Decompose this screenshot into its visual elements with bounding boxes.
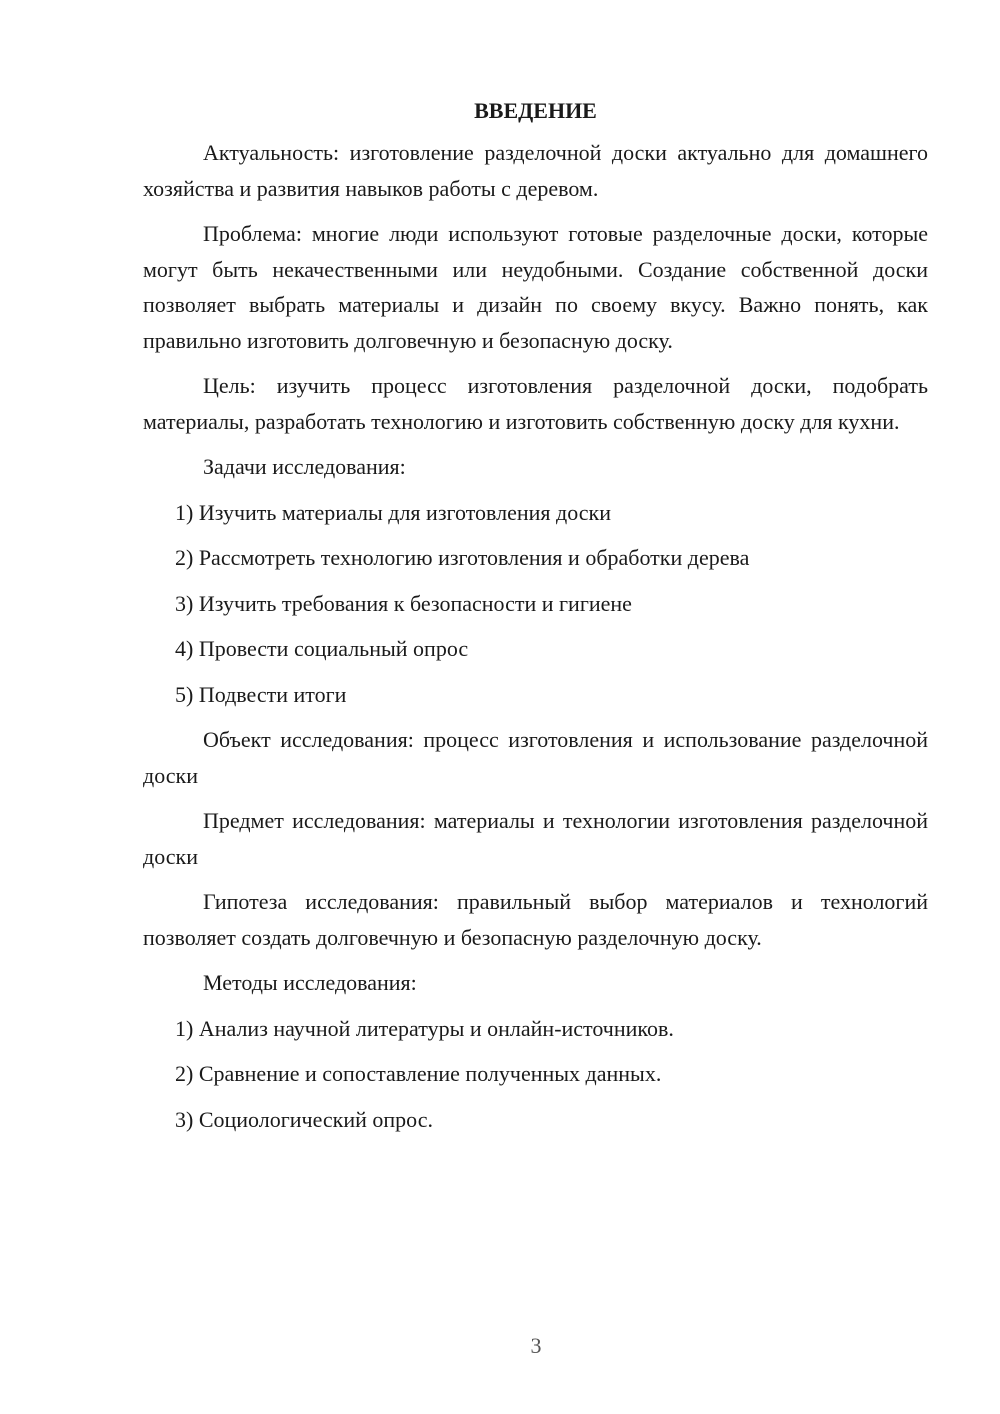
task-item-1: 1) Изучить материалы для изготовления доски	[175, 499, 612, 525]
object-paragraph: Объект исследования: процесс изготовления и использование разделочной доски	[143, 727, 928, 788]
problem-paragraph: Проблема: многие люди используют готовые разделочные доски, которые могут быть некачественными или неудобными. Создание собственной доски позволяет выбрать материалы и дизайн по своему вкусу. Важно понять, как правильно изготовить долговечную и безопасную доску.	[143, 221, 928, 353]
task-item-3: 3) Изучить требования к безопасности и гигиене	[175, 590, 632, 616]
goal-paragraph: Цель: изучить процесс изготовления разделочной доски, подобрать материалы, разработать технологию и изготовить собственную доску для кухни.	[143, 373, 928, 434]
method-item-1: 1) Анализ научной литературы и онлайн-источников.	[175, 1015, 674, 1041]
document-page	[143, 96, 928, 1147]
task-item-4: 4) Провести социальный опрос	[175, 636, 469, 661]
method-item-2: 2) Сравнение и сопоставление полученных данных.	[175, 1061, 662, 1086]
page-number: 3	[530, 1333, 542, 1358]
subject-paragraph: Предмет исследования: материалы и технологии изготовления разделочной доски	[143, 808, 928, 869]
task-item-2: 2) Рассмотреть технологию изготовления и обработки дерева	[175, 545, 750, 570]
hypothesis-paragraph: Гипотеза исследования: правильный выбор материалов и технологий позволяет создать долговечную и безопасную разделочную доску.	[143, 889, 928, 950]
methods-heading: Методы исследования:	[203, 970, 417, 995]
relevance-paragraph: Актуальность: изготовление разделочной доски актуально для домашнего хозяйства и развития навыков работы с деревом.	[143, 140, 928, 201]
method-item-3: 3) Социологический опрос.	[175, 1106, 433, 1132]
task-item-5: 5) Подвести итоги	[175, 681, 347, 707]
tasks-heading: Задачи исследования:	[203, 454, 406, 479]
page-title: ВВЕДЕНИЕ	[474, 98, 597, 123]
